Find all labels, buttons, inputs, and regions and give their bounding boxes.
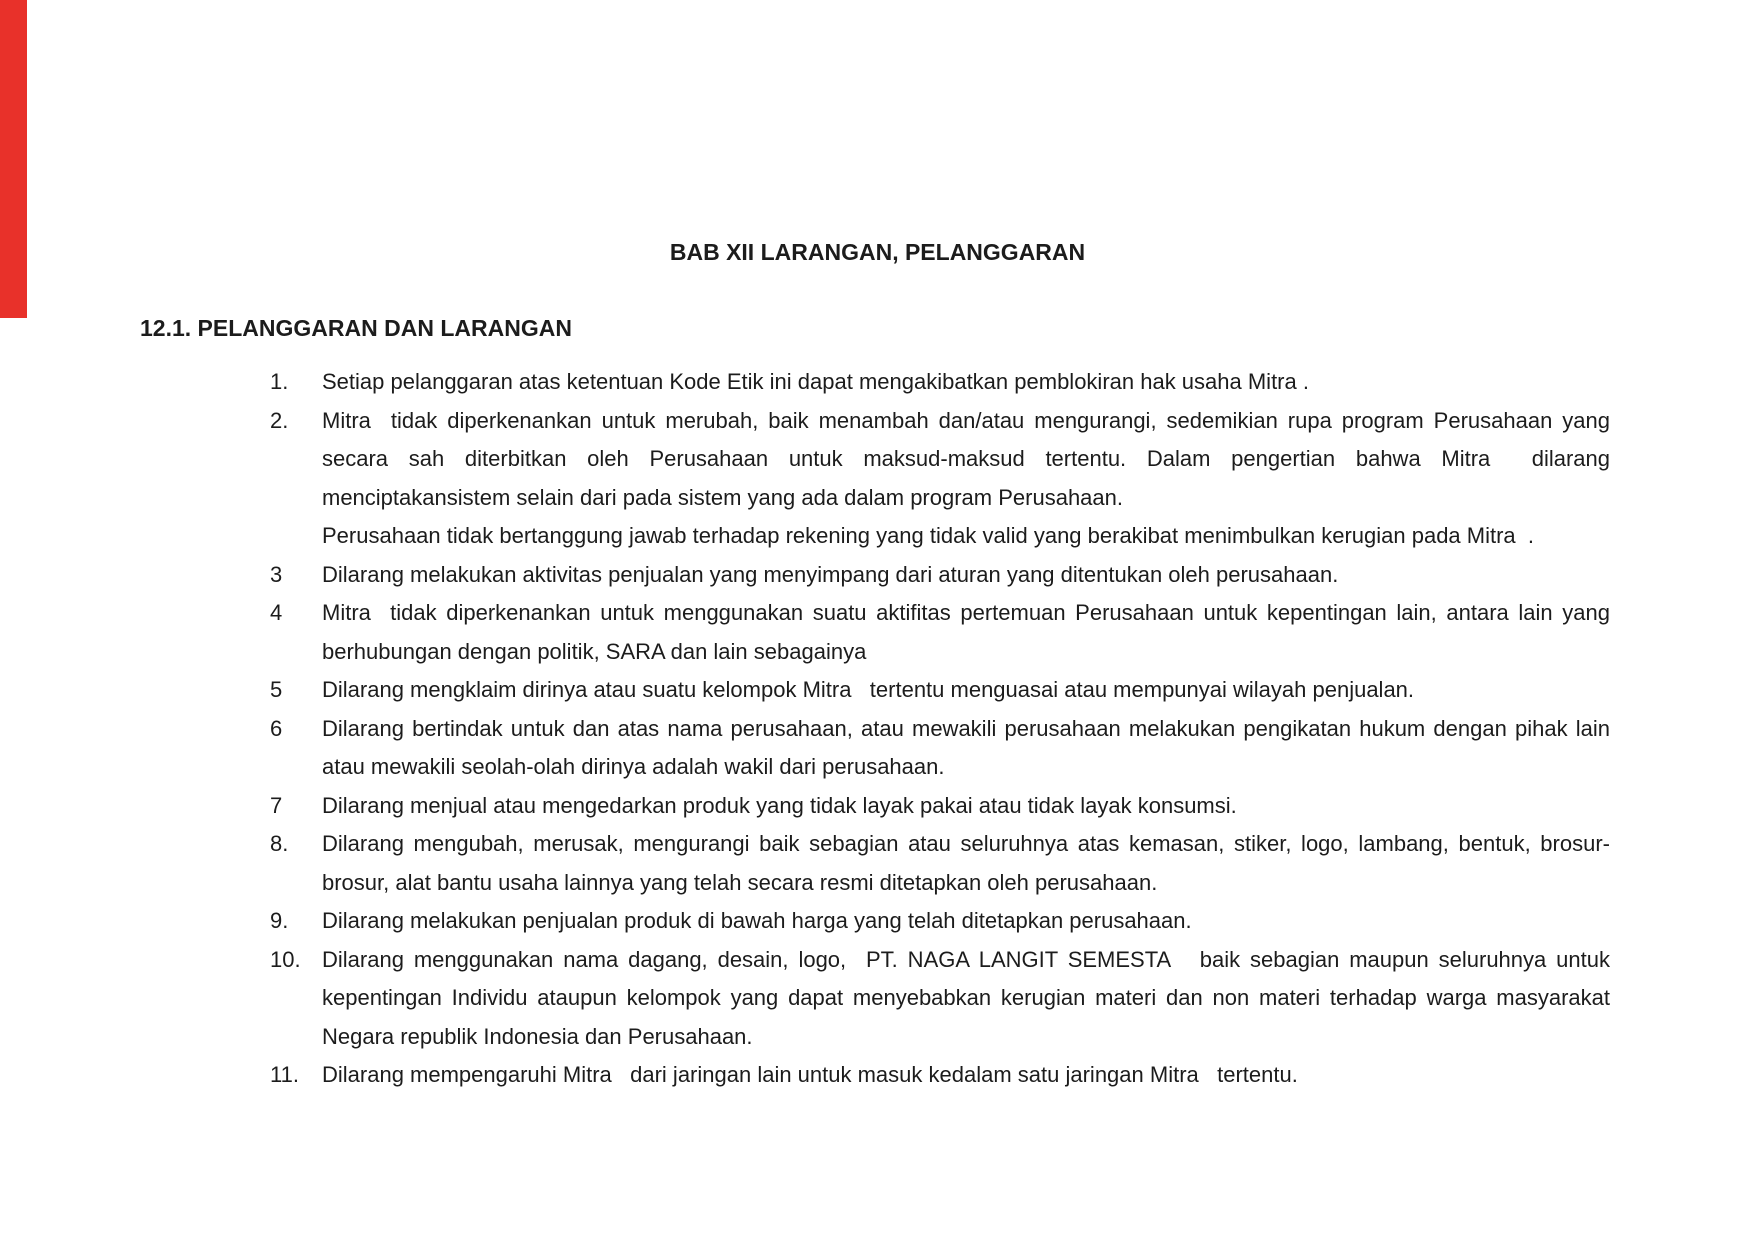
list-item <box>270 402 1617 556</box>
item-number: 10. <box>270 946 301 972</box>
item-text-block <box>322 941 1617 1057</box>
item-continuation: Perusahaan tidak bertanggung jawab terhadap rekening yang tidak valid yang berakibat menimbulkan kerugian pada Mitra . <box>322 523 1534 548</box>
item-number: 2. <box>270 407 289 433</box>
item-number: 7 <box>270 792 283 818</box>
item-text-block <box>322 825 1610 902</box>
item-text-block <box>322 1056 1610 1095</box>
item-text: Dilarang menggunakan nama dagang, desain, logo, PT. NAGA LANGIT SEMESTA baik sebagian maupun seluruhnya untuk kepentingan Individu ataupun kelompok yang dapat menyebabkan kerugian materi dan non materi terhadap warga masyarakat Negara republik Indonesia dan Perusahaan. <box>322 946 1617 1049</box>
list-item <box>270 710 1617 787</box>
item-text: Dilarang mengklaim dirinya atau suatu kelompok Mitra tertentu menguasai atau mempunyai wilayah penjualan. <box>322 677 1415 702</box>
item-text: Dilarang bertindak untuk dan atas nama perusahaan, atau mewakili perusahaan melakukan pengikatan hukum dengan pihak lain atau mewakili seolah-olah dirinya adalah wakil dari perusahaan. <box>322 715 1617 779</box>
item-text: Dilarang melakukan aktivitas penjualan yang menyimpang dari aturan yang ditentukan oleh perusahaan. <box>322 561 1339 587</box>
item-number: 9. <box>270 908 289 933</box>
list-item <box>270 671 1610 710</box>
list-item <box>270 594 1617 671</box>
item-number: 1. <box>270 369 289 394</box>
item-text-block <box>322 902 1610 941</box>
item-text: Dilarang mengubah, merusak, mengurangi baik sebagian atau seluruhnya atas kemasan, stiker, logo, lambang, bentuk, brosur-brosur, alat bantu usaha lainnya yang telah secara resmi ditetapkan oleh perusahaan. <box>322 831 1610 895</box>
list-item <box>270 1056 1610 1095</box>
item-text-block <box>322 787 1610 826</box>
list-item <box>270 825 1610 902</box>
chapter-title: BAB XII LARANGAN, PELANGGARAN <box>669 239 1086 265</box>
item-number: 6 <box>270 715 283 741</box>
item-number: 5 <box>270 677 283 702</box>
item-text-block <box>322 671 1610 710</box>
numbered-list <box>270 363 1617 1095</box>
item-text: Dilarang mempengaruhi Mitra dari jaringan lain untuk masuk kedalam satu jaringan Mitra tertentu. <box>322 1062 1298 1087</box>
item-text: Dilarang menjual atau mengedarkan produk yang tidak layak pakai atau tidak layak konsumsi. <box>322 792 1237 818</box>
section-heading: 12.1. PELANGGARAN DAN LARANGAN <box>140 315 572 341</box>
item-text: Setiap pelanggaran atas ketentuan Kode Etik ini dapat mengakibatkan pemblokiran hak usaha Mitra . <box>322 369 1309 394</box>
item-text-block <box>322 556 1610 595</box>
list-item <box>270 787 1610 826</box>
red-margin-bar <box>0 0 27 318</box>
item-text: Mitra tidak diperkenankan untuk menggunakan suatu aktifitas pertemuan Perusahaan untuk kepentingan lain, antara lain yang berhubungan dengan politik, SARA dan lain sebagainya <box>322 600 1617 664</box>
item-text: Mitra tidak diperkenankan untuk merubah, baik menambah dan/atau mengurangi, sedemikian rupa program Perusahaan yang secara sah diterbitkan oleh Perusahaan untuk maksud-maksud tertentu. Dalam pengertian bahwa Mitra dilarang menciptakansistem selain dari pada sistem yang ada dalam program Perusahaan. <box>322 407 1617 510</box>
item-text-block <box>322 363 1610 402</box>
item-text-block <box>322 402 1617 556</box>
item-text-block <box>322 710 1617 787</box>
item-number: 3 <box>270 561 283 587</box>
list-item <box>270 902 1610 941</box>
list-item <box>270 941 1617 1057</box>
item-text: Dilarang melakukan penjualan produk di bawah harga yang telah ditetapkan perusahaan. <box>322 908 1192 933</box>
item-number: 8. <box>270 831 289 856</box>
item-text-block <box>322 594 1617 671</box>
list-item <box>270 556 1610 595</box>
item-number: 4 <box>270 600 283 625</box>
list-item <box>270 363 1610 402</box>
item-number: 11. <box>270 1062 299 1087</box>
